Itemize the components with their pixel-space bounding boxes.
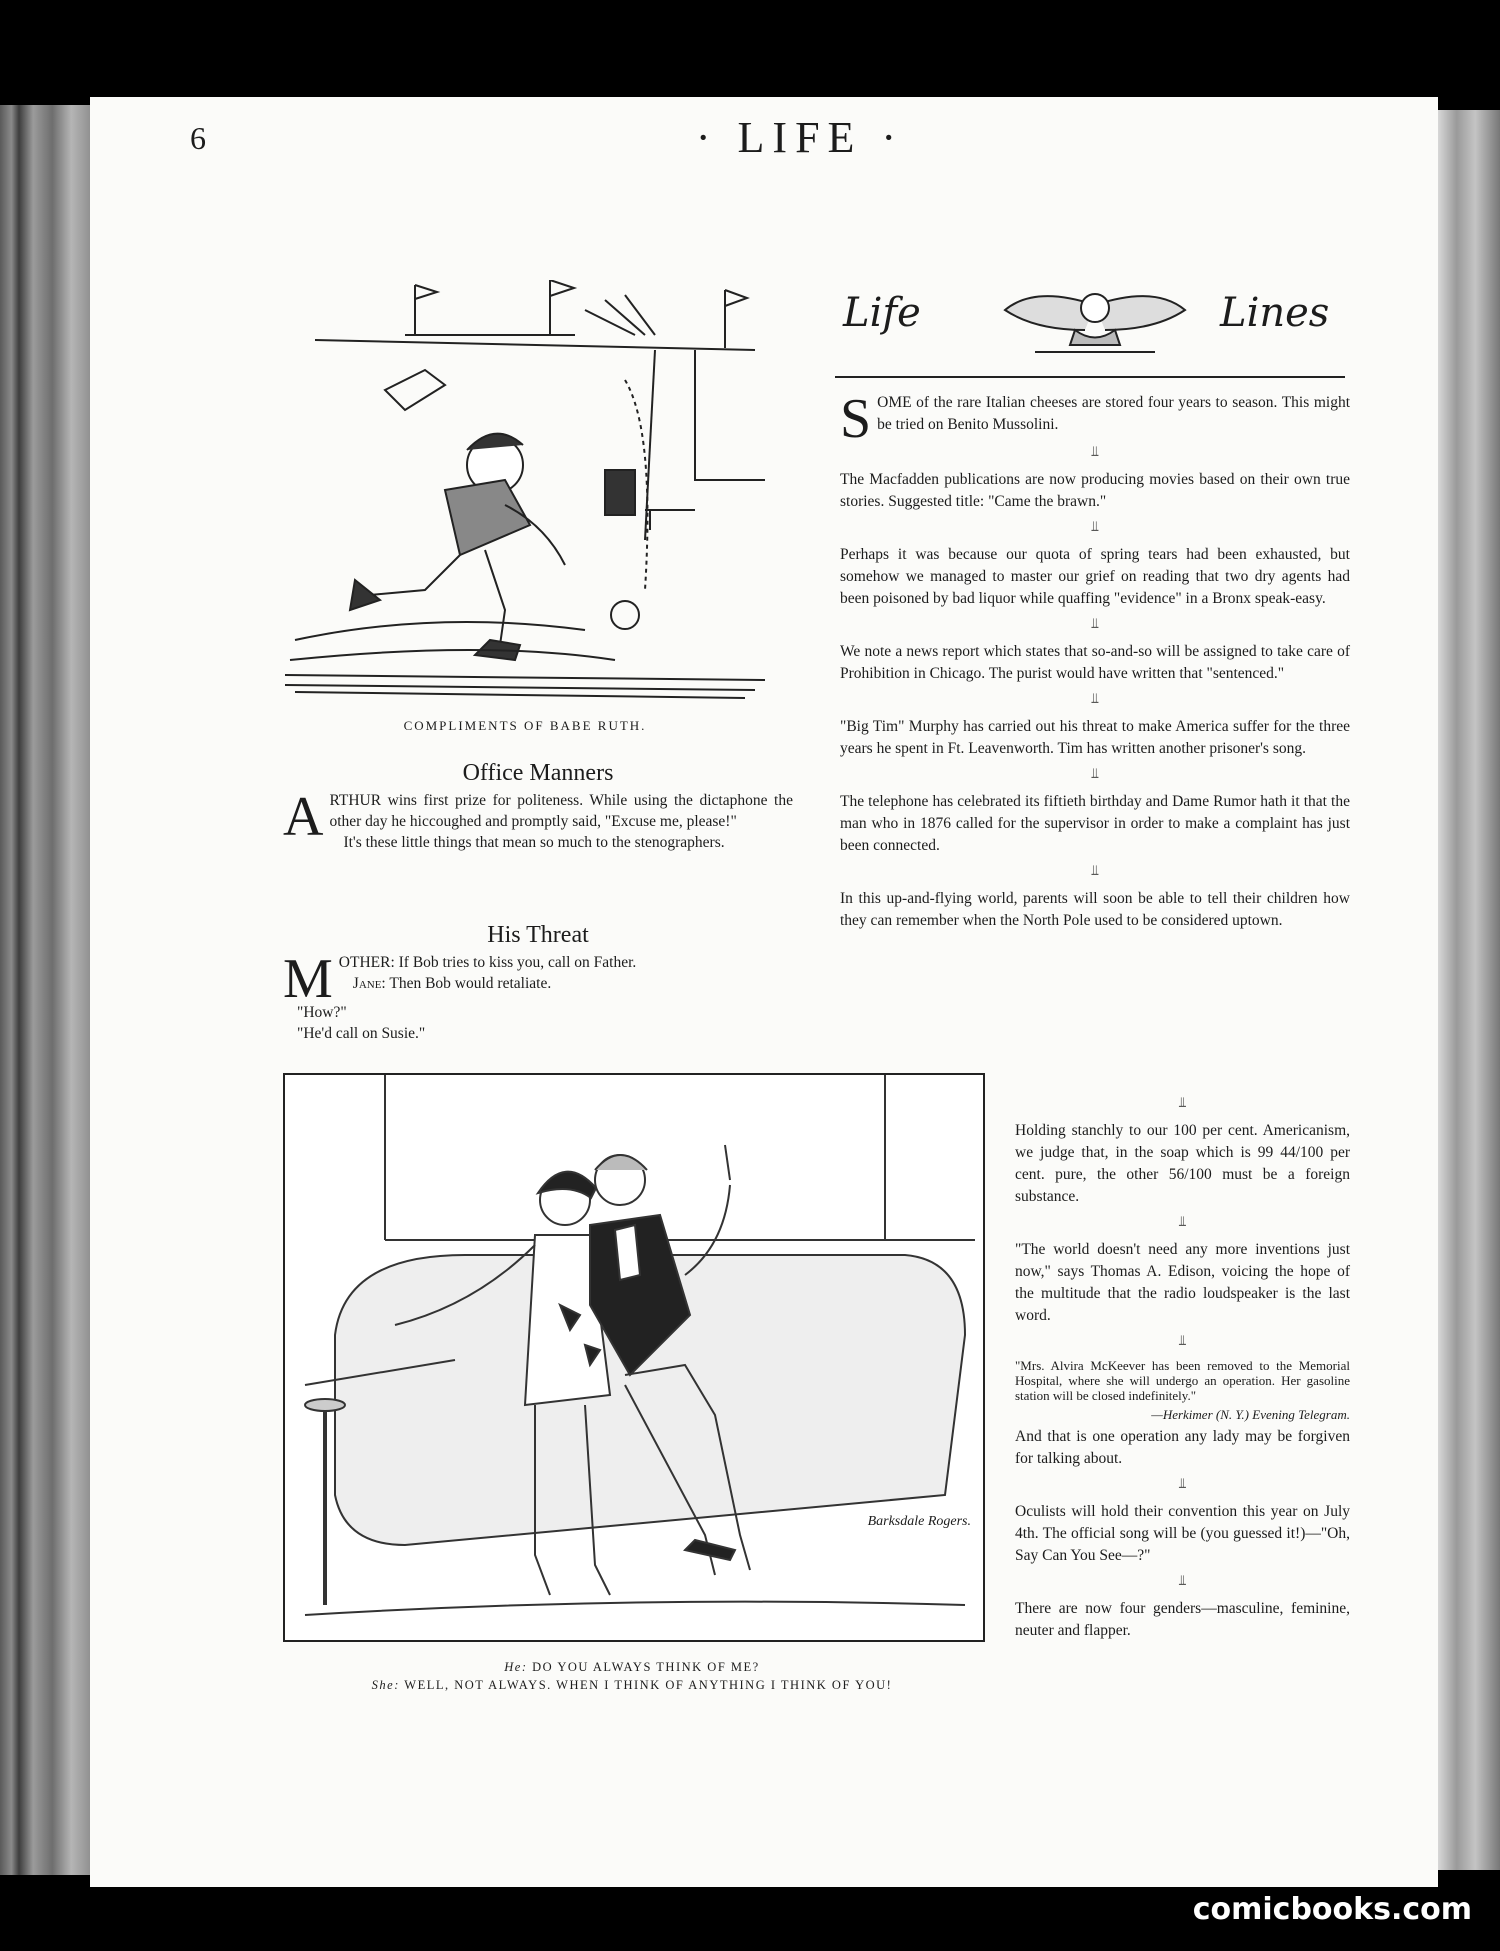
life-line-item: In this up-and-flying world, parents will soon be able to tell their children how they can remember when the North Pole used to be considered uptown. (840, 890, 1350, 929)
separator-icon: ⫫ (1178, 1477, 1187, 1492)
his-threat-line4: "He'd call on Susie." (297, 1025, 426, 1042)
she-label: She: (371, 1678, 400, 1692)
bowling-boy-drawing (285, 280, 765, 700)
masthead: · LIFE · (695, 113, 905, 162)
clipping-source: —Herkimer (N. Y.) Evening Telegram. (1151, 1407, 1350, 1422)
artist-signature: Barksdale Rogers. (867, 1514, 971, 1529)
dropcap: S (840, 388, 872, 450)
life-lines-narrow-column (1015, 1090, 1350, 1646)
life-lines-column (840, 388, 1350, 936)
life-line-item: "The world doesn't need any more inventions just now," says Thomas A. Edison, voicing the hope of the multitude that the radio loudspeaker is the last word. (1015, 1241, 1350, 1324)
separator-icon: ⫫ (1091, 767, 1099, 782)
separator-icon: ⫫ (1178, 1096, 1187, 1111)
dropcap: A (283, 786, 324, 848)
separator-icon: ⫫ (1091, 617, 1099, 632)
his-threat-line1: OTHER: If Bob tries to kiss you, call on Father. (338, 954, 637, 971)
couple-on-sofa-drawing (285, 1075, 983, 1640)
separator-icon: ⫫ (1091, 692, 1099, 707)
life-lines-header (835, 290, 1355, 370)
office-manners-article (283, 760, 793, 853)
life-line-item: Holding stanchly to our 100 per cent. Americanism, we judge that, in the soap which is 99 44/100 per cent. pure, the other 56/100 must be a foreign substance. (1015, 1122, 1350, 1205)
life-line-item: The Macfadden publications are now producing movies based on their own true stories. Suggested title: "Came the brawn." (840, 471, 1350, 510)
life-lines-word2: Lines (1220, 290, 1330, 336)
bowling-illustration (285, 280, 765, 700)
page-number: 6 (190, 120, 206, 156)
life-line-item: The telephone has celebrated its fiftieth birthday and Dame Rumor hath it that the man who in 1876 called for the supervisor in order to make a complaint has just been connected. (840, 793, 1350, 854)
dropcap: M (283, 948, 333, 1010)
speaker-label: Jane: (352, 975, 386, 992)
couple-illustration (283, 1073, 985, 1642)
life-line-item: There are now four genders—masculine, feminine, neuter and flapper. (1015, 1600, 1350, 1639)
his-threat-line2: Then Bob would retaliate. (389, 975, 552, 992)
life-lines-word1: Life (843, 290, 921, 336)
book-binding (0, 105, 95, 1875)
separator-icon: ⫫ (1091, 864, 1099, 879)
life-line-item: And that is one operation any lady may be forgiven for talking about. (1015, 1428, 1350, 1467)
top-illustration-caption: COMPLIMENTS OF BABE RUTH. (403, 718, 647, 733)
he-label: He: (504, 1660, 528, 1674)
she-caption: WELL, NOT ALWAYS. WHEN I THINK OF ANYTHING I THINK OF YOU! (404, 1678, 893, 1692)
header-rule (835, 376, 1345, 378)
separator-icon: ⫫ (1178, 1574, 1187, 1589)
separator-icon: ⫫ (1178, 1215, 1187, 1230)
bottom-illustration-caption (283, 1658, 981, 1694)
life-line-item: Oculists will hold their convention this year on July 4th. The official song will be (you guessed it!)—"Oh, Say Can You See—?" (1015, 1503, 1350, 1564)
quoted-clipping: "Mrs. Alvira McKeever has been removed to the Memorial Hospital, where she will undergo an operation. Her gasoline station will be closed indefinitely." (1015, 1358, 1350, 1403)
life-line-item (840, 388, 1350, 450)
separator-icon: ⫫ (1091, 445, 1099, 460)
office-manners-title: Office Manners (462, 760, 614, 786)
life-line-item: We note a news report which states that so-and-so will be assigned to take care of Prohibition in Chicago. The purist would have written that "sentenced." (840, 643, 1350, 682)
his-threat-line3: "How?" (297, 1004, 347, 1021)
life-line-text: OME of the rare Italian cheeses are stored four years to season. This might be tried on Benito Mussolini. (877, 394, 1350, 433)
office-manners-p1: RTHUR wins first prize for politeness. While using the dictaphone the other day he hiccoughed and promptly said, "Excuse me, please!" (329, 792, 793, 830)
site-watermark: comicbooks.com (1192, 1892, 1472, 1927)
cherub-icon (995, 280, 1195, 360)
page-edge (1438, 110, 1500, 1870)
he-caption: DO YOU ALWAYS THINK OF ME? (532, 1660, 760, 1674)
his-threat-article (283, 922, 793, 1044)
separator-icon: ⫫ (1178, 1334, 1187, 1349)
separator-icon: ⫫ (1091, 520, 1099, 535)
life-line-item: Perhaps it was because our quota of spring tears had been exhausted, but somehow we managed to master our grief on reading that two dry agents had been poisoned by bad liquor while quaffing "evidence" in a Bronx speak-easy. (840, 546, 1350, 607)
his-threat-title: His Threat (487, 922, 589, 948)
life-line-item: "Big Tim" Murphy has carried out his threat to make America suffer for the three years he spent in Ft. Leavenworth. Tim has written another prisoner's song. (840, 718, 1350, 757)
office-manners-p2: It's these little things that mean so much to the stenographers. (343, 834, 725, 851)
